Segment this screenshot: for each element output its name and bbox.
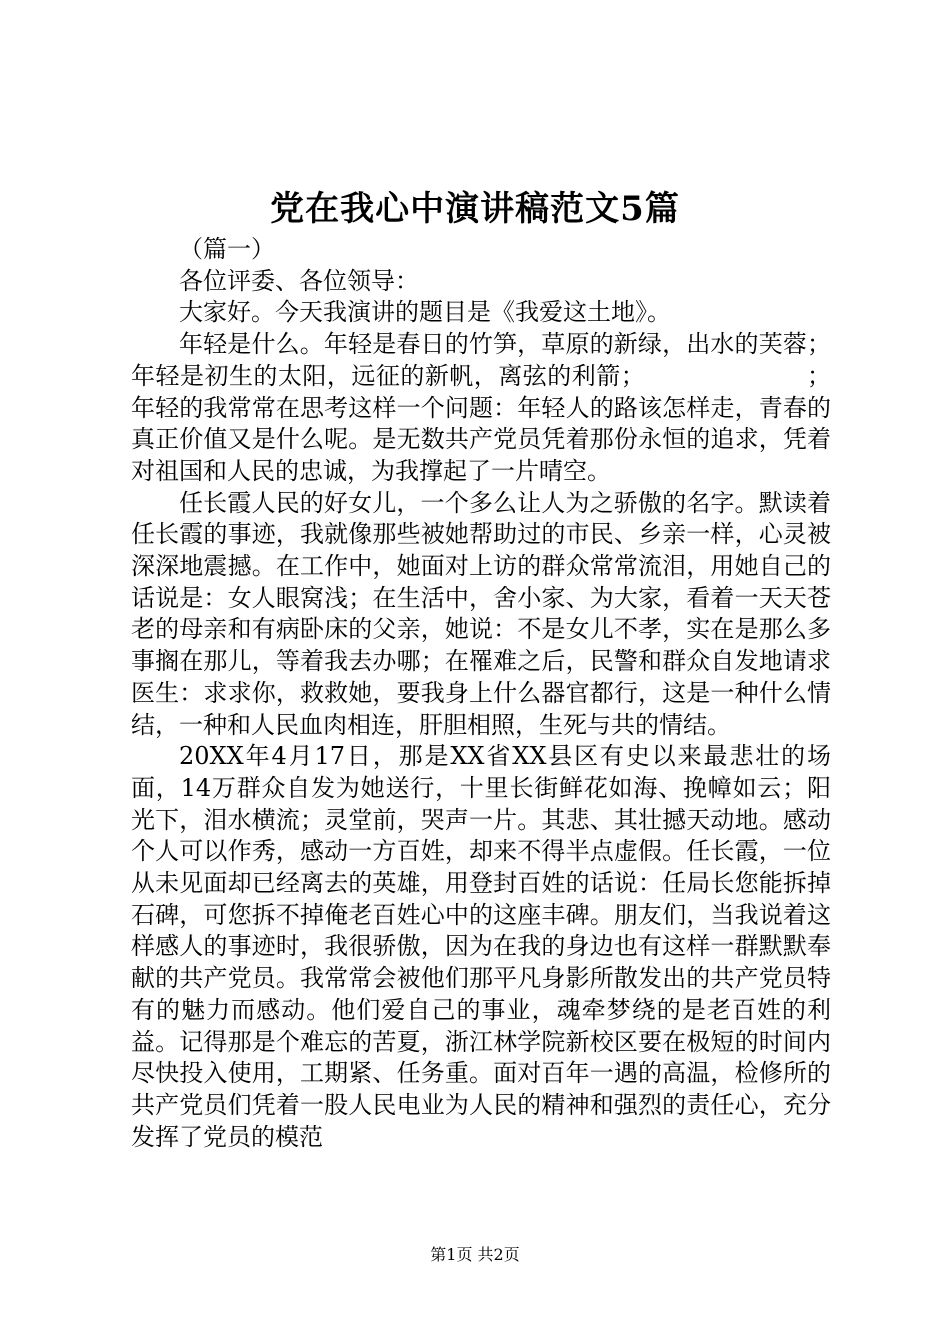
paragraph-greeting: 大家好。今天我演讲的题目是《我爱这土地》。 bbox=[179, 298, 671, 327]
salutation: 各位评委、各位领导： bbox=[179, 266, 419, 295]
paragraph-ren-changxia: 任长霞人民的好女儿，一个多么让人为之骄傲的名字。默读着任长霞的事迹，我就像那些被她帮助过的市民、乡亲一样，心灵被深深地震撼。在工作中，她面对上访的群众常常流泪，用她自己的话说是：女人眼窝浅；在生活中，舍小家、为大家，看着一天天苍老的母亲和有病卧床的父亲，她说：不是女儿不孝，实在是那么多事搁在那儿，等着我去办哪；在罹难之后，民警和群众自发地请求医生：求求你，救救她，要我身上什么器官都行，这是一种什么情结，一种和人民血肉相连，肝胆相照，生死与共的情结。 bbox=[131, 488, 831, 739]
page-footer: 第1页 共2页 bbox=[430, 1245, 520, 1264]
section-label: （篇一） bbox=[179, 235, 275, 263]
document-body bbox=[131, 234, 831, 1153]
paragraph-april-17: 20XX年4月17日，那是XX省XX县区有史以来最悲壮的场面，14万群众自发为她送行，十里长街鲜花如海、挽幛如云；阳光下，泪水横流；灵堂前，哭声一片。其悲、其壮撼天动地。感动个人可以作秀，感动一方百姓，却来不得半点虚假。任长霞，一位从未见面却已经离去的英雄，用登封百姓的话说：任局长您能拆掉石碑，可您拆不掉俺老百姓心中的这座丰碑。朋友们，当我说着这样感人的事迹时，我很骄傲，因为在我的身边也有这样一群默默奉献的共产党员。我常常会被他们那平凡身影所散发出的共产党员特有的魅力而感动。他们爱自己的事业，魂牵梦绕的是老百姓的利益。记得那是个难忘的苦夏，浙江林学院新校区要在极短的时间内尽快投入使用，工期紧、任务重。面对百年一遇的高温，检修所的共产党员们凭着一股人民电业为人民的精神和强烈的责任心，充分发挥了党员的模范 bbox=[131, 742, 831, 1151]
paragraph-youth: 年轻是什么。年轻是春日的竹笋，草原的新绿，出水的芙蓉；年轻是初生的太阳，远征的新帆，离弦的利箭； ；年轻的我常常在思考这样一个问题：年轻人的路该怎样走，青春的真正价值又是什么呢。是无数共产党员凭着那份永恒的追求，凭着对祖国和人民的忠诚，为我撑起了一片晴空。 bbox=[131, 330, 831, 485]
document-title: 党在我心中演讲稿范文5篇 bbox=[270, 189, 680, 229]
